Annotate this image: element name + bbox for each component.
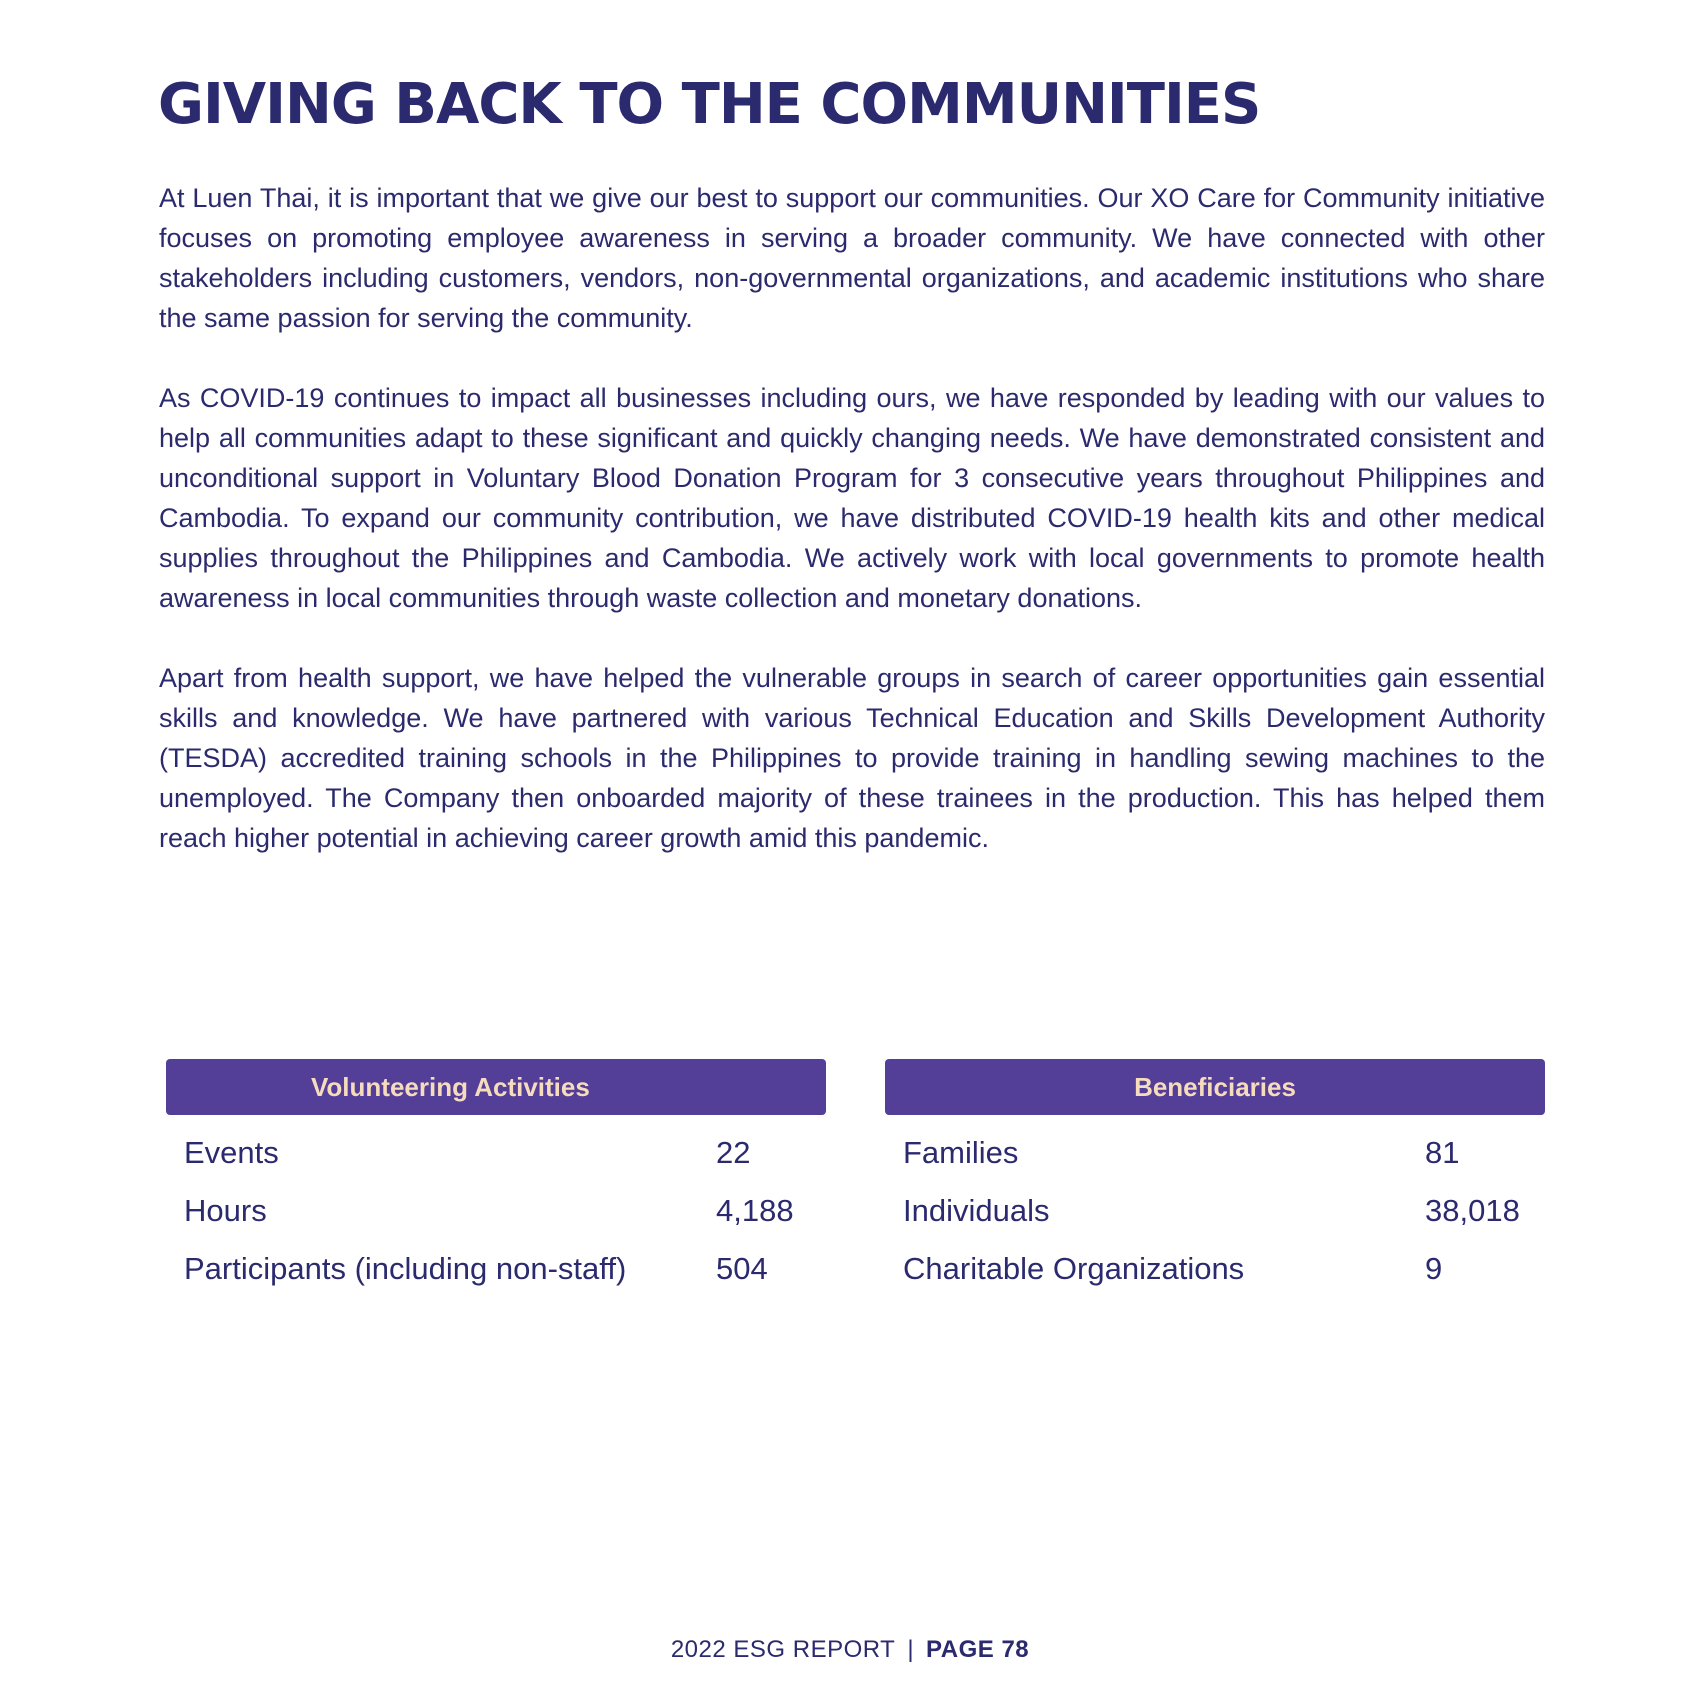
footer-separator: | <box>907 1636 915 1663</box>
table-row <box>166 1125 826 1183</box>
row-value: 22 <box>716 1135 751 1170</box>
page-title: GIVING BACK TO THE COMMUNITIES <box>158 72 1261 137</box>
beneficiaries-table-header <box>885 1059 1545 1115</box>
paragraph-community-intro: At Luen Thai, it is important that we give our best to support our communities. Our XO Care for Community initiative focuses on promoting employee awareness in serving a broader community. We have connected with other stakeholders including customers, vendors, non-governmental organizations, and academic institutions who share the same passion for serving the community. <box>159 183 1545 333</box>
paragraph-covid-response: As COVID-19 continues to impact all businesses including ours, we have responded by leading with our values to help all communities adapt to these significant and quickly changing needs. We have demonstrated consistent and unconditional support in Voluntary Blood Donation Program for 3 consecutive years throughout Philippines and Cambodia. To expand our community contribution, we have distributed COVID-19 health kits and other medical supplies throughout the Philippines and Cambodia. We actively work with local governments to promote health awareness in local communities through waste collection and monetary donations. <box>159 383 1545 613</box>
table-row <box>885 1183 1545 1241</box>
volunteering-activities-table <box>166 1059 826 1299</box>
page-footer <box>0 1636 1700 1664</box>
beneficiaries-table-rows <box>885 1125 1545 1299</box>
table-row <box>166 1241 826 1299</box>
row-label: Charitable Organizations <box>903 1251 1245 1286</box>
row-label: Families <box>903 1135 1019 1170</box>
paragraph-skills-training: Apart from health support, we have helped the vulnerable groups in search of career opportunities gain essential skills and knowledge. We have partnered with various Technical Education and Skills Development Authority (TESDA) accredited training schools in the Philippines to provide training in handling sewing machines to the unemployed. The Company then onboarded majority of these trainees in the production. This has helped them reach higher potential in achieving career growth amid this pandemic. <box>159 663 1545 853</box>
row-label: Participants (including non-staff) <box>184 1251 627 1286</box>
volunteering-table-rows <box>166 1125 826 1299</box>
beneficiaries-table <box>885 1059 1545 1299</box>
row-value: 38,018 <box>1425 1193 1520 1228</box>
volunteering-table-header <box>166 1059 826 1115</box>
beneficiaries-header-label: Beneficiaries <box>1134 1071 1296 1102</box>
row-label: Events <box>184 1135 279 1170</box>
table-row <box>885 1241 1545 1299</box>
footer-report-label: 2022 ESG REPORT <box>670 1636 896 1663</box>
volunteering-header-label: Volunteering Activities <box>311 1071 590 1102</box>
row-value: 4,188 <box>716 1193 794 1228</box>
body-text <box>159 178 1545 898</box>
table-row <box>166 1183 826 1241</box>
row-label: Hours <box>184 1193 267 1228</box>
table-row <box>885 1125 1545 1183</box>
row-value: 9 <box>1425 1251 1443 1286</box>
row-label: Individuals <box>903 1193 1050 1228</box>
row-value: 504 <box>716 1251 768 1286</box>
footer-page-number: PAGE 78 <box>926 1636 1030 1663</box>
row-value: 81 <box>1425 1135 1460 1170</box>
